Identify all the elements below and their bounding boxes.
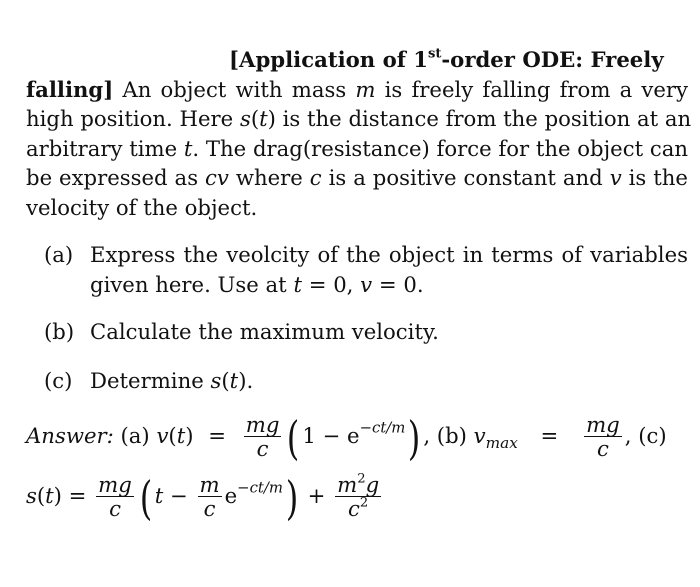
answer-line-1: Answer: (a) v(t) = $\frac{mg}{c}$ ( $1 - e^{-ct/m}$) , (b) $v_{max}$ = $\frac{mg}{c}$ , (c) bbox=[26, 410, 667, 465]
problem-line-5: be expressed as cv where c is a positive constant and v is the bbox=[26, 165, 688, 190]
problem-line-2: falling] An object with mass m is freely falling from a very bbox=[26, 76, 688, 102]
question-a: (a) Express the veolcity of the object in terms of variables given here. Use at t = 0, v = 0. bbox=[44, 242, 688, 297]
question-b: (b) Calculate the maximum velocity. bbox=[44, 319, 439, 344]
problem-statement bbox=[26, 45, 692, 222]
answer-line-2: s(t) = $\frac{mg}{c}$ ( t − $\frac{m}{c}$ $e^{-ct/m}$) + $\frac{m^2g}{c^2}$ bbox=[26, 470, 380, 525]
problem-title: [Application of 1st-order ODE: Freely bbox=[229, 46, 664, 72]
problem-line-6: velocity of the object. bbox=[26, 194, 258, 220]
answer-label: Answer: bbox=[26, 423, 114, 448]
question-c: (c) Determine s(t). bbox=[44, 368, 254, 393]
fraction-mg-over-c: $\frac{mg}{c}$ bbox=[245, 412, 280, 461]
problem-line-3: high position. Here s(t) is the distance from the position at an bbox=[26, 106, 692, 131]
fraction-m2g-over-c2: $\frac{m^2g}{c^2}$ bbox=[337, 471, 380, 521]
problem-line-4: arbitrary time t. The drag(resistance) force for the object can bbox=[26, 135, 688, 161]
